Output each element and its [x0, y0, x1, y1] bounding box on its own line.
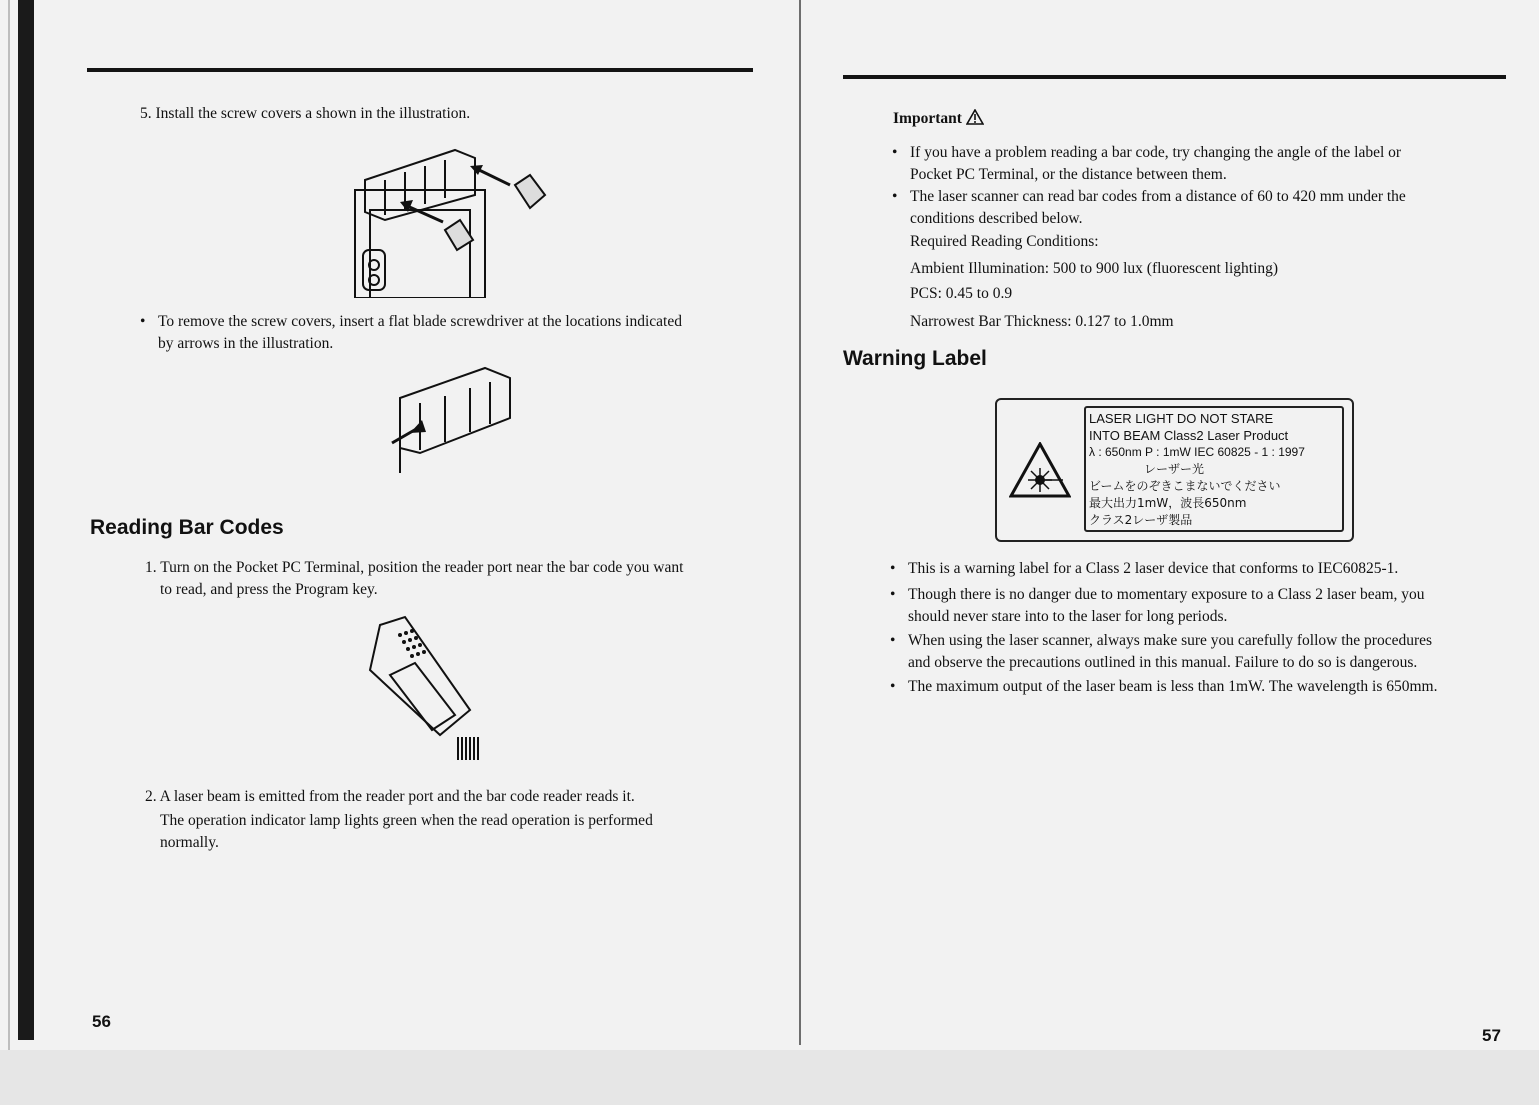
laser-hazard-icon	[1009, 442, 1071, 498]
remove-line-2: by arrows in the illustration.	[158, 335, 334, 352]
b1-line-1: If you have a problem reading a bar code, try changing the angle of the label or	[910, 144, 1402, 161]
binding-shadow	[18, 0, 34, 1040]
narrowest-bar: Narrowest Bar Thickness: 0.127 to 1.0mm	[910, 313, 1174, 330]
bullet-dot: •	[890, 632, 896, 649]
w4-line: The maximum output of the laser beam is less than 1mW. The wavelength is 650mm.	[908, 678, 1438, 695]
warning-bullet-1	[890, 558, 1399, 580]
important-label: Important	[893, 110, 962, 127]
label-line-7: クラス2レーザ製品	[1089, 513, 1193, 527]
warning-bullet-4	[890, 676, 1438, 698]
label-line-3: λ : 650nm P : 1mW IEC 60825 - 1 : 1997	[1089, 445, 1305, 459]
b2-line-1: The laser scanner can read bar codes from a distance of 60 to 420 mm under the	[910, 188, 1406, 205]
step-5-text: 5. Install the screw covers a shown in the illustration.	[140, 105, 471, 122]
page-edge-line	[8, 0, 10, 1050]
step-2-detail	[160, 810, 653, 854]
warning-label-heading: Warning Label	[843, 347, 987, 370]
label-line-6: 最大出力1mW，波長650nm	[1089, 496, 1247, 510]
label-line-5: ビームをのぞきこまないでください	[1089, 479, 1281, 493]
label-line-4: レーザー光	[1144, 462, 1205, 476]
bullet-dot: •	[890, 678, 896, 695]
required-conditions: Required Reading Conditions:	[910, 233, 1099, 250]
step-2-line-3: normally.	[160, 834, 219, 851]
important-heading	[893, 108, 984, 130]
page-number-right: 57	[1482, 1026, 1501, 1045]
w3-line-1: When using the laser scanner, always make sure you carefully follow the procedures	[908, 632, 1433, 649]
reading-bar-codes-heading: Reading Bar Codes	[90, 516, 284, 539]
w3-line-2: and observe the precautions outlined in this manual. Failure to do so is dangerous.	[908, 654, 1418, 671]
ambient-illumination: Ambient Illumination: 500 to 900 lux (fluorescent lighting)	[910, 260, 1279, 277]
warning-triangle-icon	[966, 109, 984, 125]
bullet-dot: •	[890, 560, 896, 577]
bullet-dot: •	[140, 313, 146, 330]
warning-bullet-2	[890, 584, 1425, 628]
important-bullet-1	[892, 142, 1402, 186]
b1-line-2: Pocket PC Terminal, or the distance between them.	[910, 166, 1227, 183]
page-gutter	[799, 0, 801, 1045]
warning-label-box	[995, 398, 1354, 542]
bullet-dot: •	[892, 188, 898, 205]
step-1-text	[145, 557, 683, 601]
terminal-scanning-illustration	[360, 615, 490, 765]
top-rule-left	[87, 68, 753, 72]
w1-line: This is a warning label for a Class 2 laser device that conforms to IEC60825-1.	[908, 560, 1399, 577]
w2-line-1: Though there is no danger due to momentary exposure to a Class 2 laser beam, you	[908, 586, 1425, 603]
label-line-2: INTO BEAM Class2 Laser Product	[1089, 428, 1289, 443]
step-1-line-1: 1. Turn on the Pocket PC Terminal, position the reader port near the bar code you want	[145, 559, 684, 576]
pcs-value: PCS: 0.45 to 0.9	[910, 285, 1013, 302]
warning-label-text	[1084, 406, 1344, 532]
page-number-left: 56	[92, 1012, 111, 1031]
bullet-dot: •	[890, 586, 896, 603]
scan-margin	[0, 1050, 1539, 1105]
screwdriver-removal-illustration	[390, 358, 525, 476]
w2-line-2: should never stare into to the laser for long periods.	[908, 608, 1228, 625]
warning-bullet-3	[890, 630, 1433, 674]
label-line-1: LASER LIGHT DO NOT STARE	[1089, 411, 1274, 426]
remove-covers-bullet	[140, 311, 682, 355]
top-rule-right	[843, 75, 1506, 79]
bullet-dot: •	[892, 144, 898, 161]
screw-cover-install-illustration	[345, 140, 555, 298]
step-2-line-2: The operation indicator lamp lights green when the read operation is performed	[160, 812, 653, 829]
step-2-text: 2. A laser beam is emitted from the reader port and the bar code reader reads it.	[145, 788, 635, 805]
important-bullet-2	[892, 186, 1406, 230]
step-1-line-2: to read, and press the Program key.	[160, 581, 378, 598]
remove-line-1: To remove the screw covers, insert a flat blade screwdriver at the locations indicated	[158, 313, 682, 330]
b2-line-2: conditions described below.	[910, 210, 1083, 227]
